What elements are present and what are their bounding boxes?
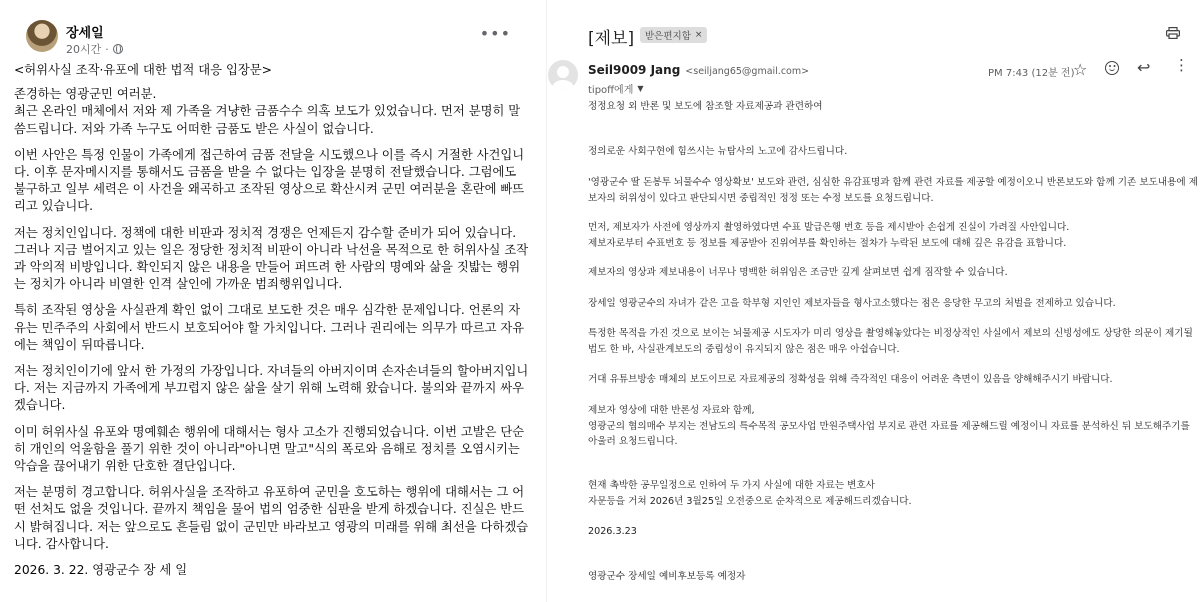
author-name[interactable]: 장세일 (66, 26, 104, 41)
post-meta (66, 41, 123, 57)
sender-email: <seiljang65@gmail.com> (685, 66, 810, 77)
post-signature: 2026. 3. 22. 영광군수 장 세 일 (14, 563, 188, 578)
meta-separator: · (105, 42, 109, 56)
post-paragraph-1: 존경하는 영광군민 여러분. 최근 온라인 매체에서 저와 제 가족을 겨냥한 금품수수 의혹 보도가 있었습니다. 먼저 분명히 말씀드립니다. 저와 가족 누구도 어떠한 금품도 받은 사실이 없습니다. (14, 87, 521, 136)
post-paragraph-2: 이번 사안은 특정 인물이 가족에게 접근하여 금품 전달을 시도했으나 이를 즉시 거절한 사건입니다. 이후 문자메시지를 통해서도 금품을 받을 수 없다는 입장을 분명히 전달했습니다. 그럼에도 불구하고 일부 세력은 이 사건을 왜곡하고 조작된 영상으로 확산시켜 군민 여러분을 혼란에 빠뜨리고 있습니다. (14, 147, 525, 214)
sender-line (588, 63, 809, 77)
post-time[interactable]: 20시간 (66, 43, 102, 56)
post-body (14, 62, 530, 588)
email-paragraph-10: 현재 촉박한 공무일정으로 인하여 두 가지 사실에 대한 자료는 변호사 자문등을 거쳐 2026년 3월25일 오전중으로 순차적으로 제공해드리겠습니다. (588, 480, 912, 507)
panel-divider (546, 0, 547, 602)
more-vertical-icon[interactable]: ⋮ (1174, 56, 1189, 74)
remove-label-icon[interactable]: × (694, 30, 703, 40)
email-paragraph-3: '영광군수 딸 돈봉투 뇌물수수 영상확보' 보도와 관련, 심심한 유감표명과 함께 관련 자료를 제공할 예정이오니 반론보도와 함께 기존 보도내용에 제보자의 허위성이 있다고 판단되시면 중립적인 정정 또는 수정 보도를 요청드립니다. (588, 177, 1199, 204)
email-paragraph-6: 장세일 영광군수의 자녀가 같은 고을 학부형 지인인 제보자들을 형사고소했다는 점은 응당한 무고의 처벌을 전제하고 있습니다. (588, 298, 1116, 309)
post-paragraph-3: 저는 정치인입니다. 정책에 대한 비판과 정치적 경쟁은 언제든지 감수할 준비가 되어 있습니다. 그러나 지금 벌어지고 있는 일은 정당한 정치적 비판이 아니라 낙선을 목적으로 한 허위사실 조작과 악의적 비방입니다. 확인되지 않은 내용을 만들어 퍼뜨려 한 사람의 명예와 삶을 짓밟는 행위는 정치가 아니라 비열한 인격 살인에 가까운 범죄행위입니다. (14, 225, 529, 292)
email-signature: 영광군수 장세일 예비후보등록 예정자 (588, 571, 746, 582)
post-paragraph-6: 이미 허위사실 유포와 명예훼손 행위에 대해서는 형사 고소가 진행되었습니다. 이번 고발은 단순히 개인의 억울함을 풀기 위한 것이 아니라"아니면 말고"식의 폭로와 음해로 정치를 오염시키는 악습을 끊어내기 위한 단호한 결단입니다. (14, 424, 525, 474)
inbox-label-chip[interactable] (640, 27, 707, 43)
email-paragraph-4: 먼저, 제보자가 사전에 영상까지 촬영하였다면 수표 발급은행 번호 등을 제시받아 손쉽게 진실이 가려질 사안입니다. 제보자로부터 수표번호 등 정보를 제공받아 진위여부를 확인하는 절차가 누락된 보도에 대해 깊은 유감을 표합니다. (588, 222, 1070, 249)
post-paragraph-7: 저는 분명히 경고합니다. 허위사실을 조작하고 유포하여 군민을 호도하는 행위에 대해서는 그 어떤 선처도 없을 것입니다. 끝까지 책임을 물어 법의 엄중한 심판을 받게 하겠습니다. 진실은 반드시 밝혀집니다. 저는 앞으로도 흔들림 없이 군민만 바라보고 영광의 미래를 위해 최선을 다하겠습니다. 감사합니다. (14, 485, 529, 551)
emoji-icon[interactable] (1105, 61, 1119, 75)
email-time: PM 7:43 (12분 전) (988, 68, 1075, 79)
star-icon[interactable]: ☆ (1073, 60, 1088, 79)
reply-icon[interactable]: ↩ (1137, 58, 1151, 77)
recipient-text: tipoff에게 (588, 85, 634, 96)
email-view (548, 0, 1200, 602)
email-paragraph-9: 제보자 영상에 대한 반론성 자료와 함께, 영광군의 협의매수 부지는 전남도의 특수목적 공모사업 만원주택사업 부지로 관련 자료를 제공해드릴 예정이니 자료를 분석하신 뒤 보도해주기를 아울러 요청드립니다. (588, 405, 1190, 447)
print-icon[interactable] (1166, 27, 1180, 39)
email-paragraph-2: 정의로운 사회구현에 힘쓰시는 뉴탐사의 노고에 감사드립니다. (588, 146, 848, 157)
email-paragraph-8: 거대 유튜브방송 매체의 보도이므로 자료제공의 정확성을 위해 즉각적인 대응이 어려운 측면이 있음을 양해해주시기 바랍니다. (588, 374, 1113, 385)
post-title: <허위사실 조작·유포에 대한 법적 대응 입장문> (14, 63, 272, 77)
social-post (0, 0, 541, 602)
sender-name[interactable]: Seil9009 Jang (588, 63, 681, 77)
more-horizontal-icon[interactable]: ••• (479, 24, 511, 43)
email-paragraph-1: 정정요청 외 반론 및 보도에 참조할 자료제공과 관련하여 (588, 101, 823, 112)
email-paragraph-7: 특정한 목적을 가진 것으로 보이는 뇌물제공 시도자가 미리 영상을 촬영해놓았다는 비정상적인 사실에서 제보의 신빙성에도 상당한 의문이 제기될 법도 한 바, 사실관계보도의 중립성이 유지되지 않은 점은 매우 아쉽습니다. (588, 328, 1193, 355)
globe-icon (113, 44, 123, 54)
email-subject: [제보] (588, 29, 635, 49)
recipient-line (588, 81, 644, 96)
post-paragraph-4: 특히 조작된 영상을 사실관계 확인 없이 그대로 보도한 것은 매우 심각한 문제입니다. 언론의 자유는 민주주의 사회에서 반드시 보호되어야 할 가치입니다. 그러나 권리에는 의무가 따르고 자유에는 책임이 뒤따릅니다. (14, 303, 525, 352)
label-text: 받은편지함 (645, 31, 691, 42)
sender-avatar[interactable] (548, 60, 578, 90)
author-avatar[interactable] (26, 20, 58, 52)
post-header (14, 0, 527, 58)
email-paragraph-5: 제보자의 영상과 제보내용이 너무나 명백한 허위임은 조금만 깊게 살펴보면 쉽게 짐작할 수 있습니다. (588, 267, 1008, 278)
email-date: 2026.3.23 (588, 526, 637, 537)
chevron-down-icon[interactable]: ▼ (637, 84, 644, 93)
post-paragraph-5: 저는 정치인이기에 앞서 한 가정의 가장입니다. 자녀들의 아버지이며 손자손녀들의 할아버지입니다. 저는 지금까지 가족에게 부끄럽지 않은 삶을 살기 위해 노력해 왔습니다. 불의와 끝까지 싸우겠습니다. (14, 364, 529, 413)
